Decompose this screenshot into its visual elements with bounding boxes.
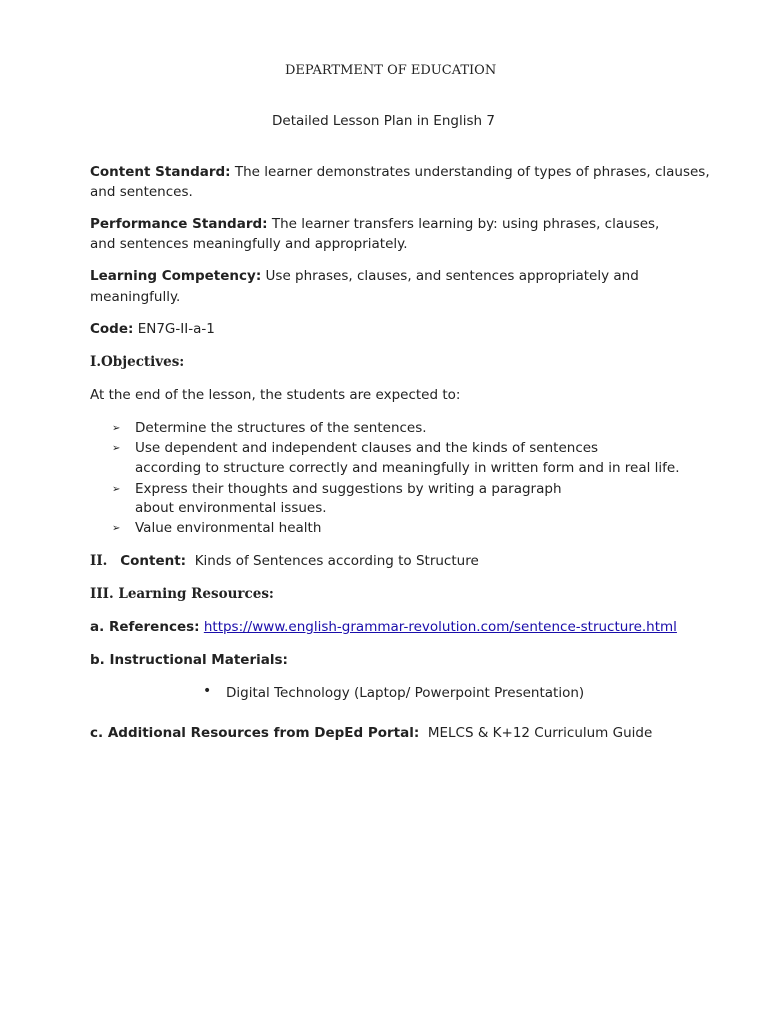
additional-resources-label: c. Additional Resources from DepEd Portal: — [90, 725, 420, 741]
objectives-intro: At the end of the lesson, the students are expected to: — [90, 387, 461, 403]
code-label: Code: — [90, 321, 134, 337]
performance-standard-line2: and sentences meaningfully and appropriately. — [90, 236, 408, 252]
content-line — [90, 553, 479, 569]
objective-item-3-cont: about environmental issues. — [135, 500, 327, 516]
objectives-heading: I.Objectives: — [90, 354, 185, 370]
code-line — [90, 321, 215, 337]
content-standard-line2: and sentences. — [90, 184, 193, 200]
learning-competency-label: Learning Competency: — [90, 268, 262, 284]
instructional-materials-item: Digital Technology (Laptop/ Powerpoint Presentation) — [226, 685, 585, 701]
content-number: II. — [90, 553, 108, 569]
performance-standard-text: The learner transfers learning by: using phrases, clauses, — [271, 216, 660, 232]
content-standard-label: Content Standard: — [90, 164, 231, 180]
learning-competency-line2: meaningfully. — [90, 289, 181, 305]
arrow-bullet-icon: ➢ — [112, 443, 121, 454]
instructional-materials-label: b. Instructional Materials: — [90, 652, 288, 668]
content-label: Content: — [120, 553, 187, 569]
learning-competency-line1 — [90, 268, 639, 284]
learning-resources-heading-text: III. Learning Resources: — [90, 586, 274, 602]
learning-competency-text: Use phrases, clauses, and sentences appropriately and — [265, 268, 639, 284]
objective-item-2: Use dependent and independent clauses and the kinds of sentences — [135, 440, 599, 456]
bullet-dot-icon: • — [203, 683, 212, 699]
arrow-bullet-icon: ➢ — [112, 423, 121, 434]
references-link[interactable]: https://www.english-grammar-revolution.com/sentence-structure.html — [203, 619, 677, 635]
arrow-bullet-icon: ➢ — [112, 523, 121, 534]
references-label: a. References: — [90, 619, 200, 635]
learning-resources-heading — [90, 586, 274, 602]
arrow-bullet-icon: ➢ — [112, 484, 121, 495]
lesson-plan-title: Detailed Lesson Plan in English 7 — [272, 113, 495, 129]
objective-item-3: Express their thoughts and suggestions by writing a paragraph — [135, 481, 562, 497]
department-heading: DEPARTMENT OF EDUCATION — [285, 63, 497, 78]
code-value: EN7G-II-a-1 — [137, 321, 215, 337]
additional-resources-line — [90, 725, 652, 741]
content-standard-line1 — [90, 164, 710, 180]
content-value: Kinds of Sentences according to Structure — [194, 553, 479, 569]
performance-standard-label: Performance Standard: — [90, 216, 268, 232]
references-line — [90, 619, 677, 635]
objective-item-2-cont: according to structure correctly and meaningfully in written form and in real life. — [135, 460, 680, 476]
performance-standard-line1 — [90, 216, 659, 232]
objective-item-1: Determine the structures of the sentences. — [135, 420, 427, 436]
objective-item-4: Value environmental health — [135, 520, 322, 536]
additional-resources-value: MELCS & K+12 Curriculum Guide — [427, 725, 653, 741]
content-standard-text: The learner demonstrates understanding of types of phrases, clauses, — [234, 164, 710, 180]
